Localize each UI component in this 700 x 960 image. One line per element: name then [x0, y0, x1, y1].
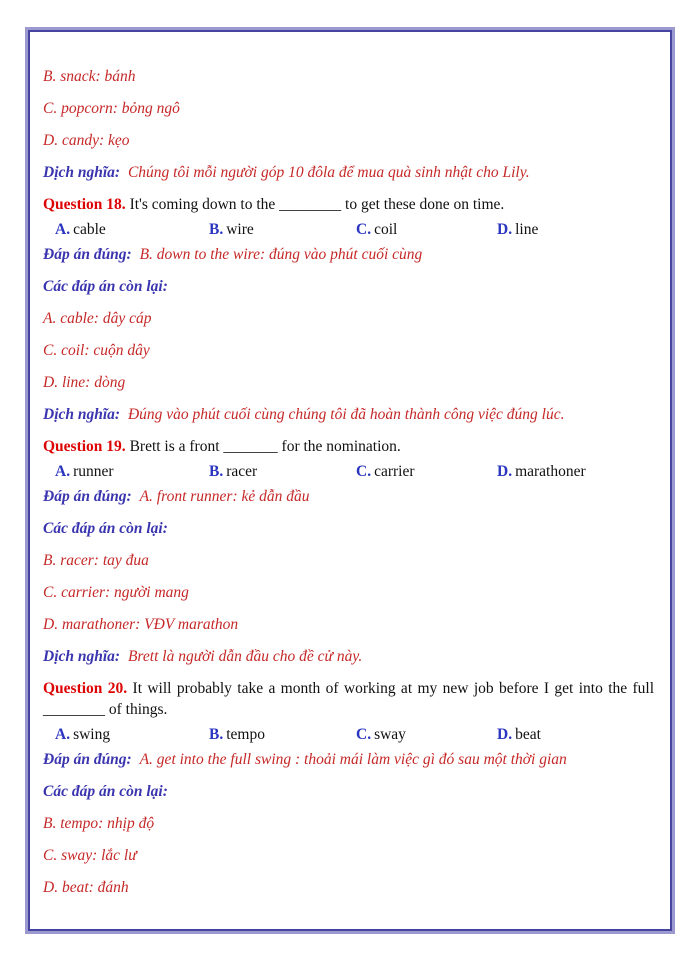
correct-answer-line: [43, 486, 654, 507]
option-c: [356, 461, 497, 482]
option-text: cable: [73, 221, 106, 238]
option-letter: A.: [55, 726, 71, 743]
option-letter: D.: [497, 221, 513, 238]
option-d: [497, 461, 654, 482]
option-b: [209, 724, 356, 745]
option-text: sway: [374, 726, 406, 743]
option-letter: B.: [209, 726, 224, 743]
translation-text: Chúng tôi mỗi người góp 10 đôla để mua quà sinh nhật cho Lily.: [127, 164, 530, 181]
answer-explanation-line: A. cable: dây cáp: [43, 310, 152, 327]
question-text: Brett is a front _______ for the nomination.: [129, 438, 401, 455]
question-number: Question 20.: [43, 680, 128, 697]
translation-text: Đúng vào phút cuối cùng chúng tôi đã hoàn thành công việc đúng lúc.: [127, 406, 565, 423]
answer-explanation-line: C. sway: lắc lư: [43, 847, 137, 864]
option-letter: A.: [55, 463, 71, 480]
option-c: [356, 724, 497, 745]
correct-answer-label: Đáp án đúng:: [43, 751, 132, 768]
option-text: tempo: [226, 726, 265, 743]
option-letter: D.: [497, 463, 513, 480]
option-text: marathoner: [515, 463, 586, 480]
translation-label: Dịch nghĩa:: [43, 164, 121, 181]
answer-explanation-line: C. coil: cuộn dây: [43, 342, 150, 359]
remaining-answers-label: Các đáp án còn lại:: [43, 278, 168, 295]
option-text: line: [515, 221, 539, 238]
option-b: [209, 219, 356, 240]
options-row: [43, 724, 654, 745]
remaining-answers-label-line: [43, 781, 654, 802]
correct-answer-text: B. down to the wire: đúng vào phút cuối cùng: [139, 246, 423, 263]
answer-explanation-line: D. marathoner: VĐV marathon: [43, 616, 239, 633]
question-number: Question 18.: [43, 196, 126, 213]
option-letter: A.: [55, 221, 71, 238]
answer-explanation-line: C. popcorn: bỏng ngô: [43, 100, 180, 117]
options-row: [43, 219, 654, 240]
option-text: carrier: [374, 463, 415, 480]
question-text: It will probably take a month of working at my new job before I get into the full ________ of things.: [43, 680, 655, 718]
option-a: [55, 461, 209, 482]
question-19-header: [43, 436, 654, 457]
translation-line: [43, 162, 654, 183]
option-text: runner: [73, 463, 114, 480]
option-letter: D.: [497, 726, 513, 743]
correct-answer-text: A. front runner: kẻ dẫn đầu: [139, 488, 310, 505]
remaining-answers-label-line: [43, 518, 654, 539]
correct-answer-label: Đáp án đúng:: [43, 246, 132, 263]
option-b: [209, 461, 356, 482]
option-a: [55, 219, 209, 240]
answer-explanation-line: B. tempo: nhịp độ: [43, 815, 155, 832]
translation-line: [43, 404, 654, 425]
option-text: beat: [515, 726, 541, 743]
question-number: Question 19.: [43, 438, 126, 455]
page-frame: [28, 30, 672, 931]
option-text: coil: [374, 221, 398, 238]
option-d: [497, 724, 654, 745]
answer-explanation-line: D. candy: kẹo: [43, 132, 130, 149]
question-text: It's coming down to the ________ to get these done on time.: [129, 196, 505, 213]
question-20-header: [43, 678, 654, 720]
answer-explanation-line: D. beat: đánh: [43, 879, 129, 896]
answer-explanation-line: C. carrier: người mang: [43, 584, 189, 601]
option-letter: B.: [209, 463, 224, 480]
correct-answer-line: [43, 749, 654, 770]
answer-explanation-line: B. racer: tay đua: [43, 552, 149, 569]
option-letter: B.: [209, 221, 224, 238]
correct-answer-label: Đáp án đúng:: [43, 488, 132, 505]
option-c: [356, 219, 497, 240]
translation-label: Dịch nghĩa:: [43, 648, 121, 665]
answer-explanation-line: B. snack: bánh: [43, 68, 136, 85]
option-letter: C.: [356, 726, 372, 743]
question-18-header: [43, 194, 654, 215]
option-a: [55, 724, 209, 745]
remaining-answers-label: Các đáp án còn lại:: [43, 783, 168, 800]
option-text: swing: [73, 726, 111, 743]
option-letter: C.: [356, 463, 372, 480]
correct-answer-text: A. get into the full swing : thoải mái làm việc gì đó sau một thời gian: [139, 751, 567, 768]
remaining-answers-label-line: [43, 276, 654, 297]
options-row: [43, 461, 654, 482]
option-d: [497, 219, 654, 240]
option-letter: C.: [356, 221, 372, 238]
option-text: wire: [226, 221, 254, 238]
answer-explanation-line: D. line: dòng: [43, 374, 126, 391]
correct-answer-line: [43, 244, 654, 265]
translation-label: Dịch nghĩa:: [43, 406, 121, 423]
translation-text: Brett là người dẫn đầu cho đề cử này.: [127, 648, 363, 665]
translation-line: [43, 646, 654, 667]
remaining-answers-label: Các đáp án còn lại:: [43, 520, 168, 537]
option-text: racer: [226, 463, 258, 480]
